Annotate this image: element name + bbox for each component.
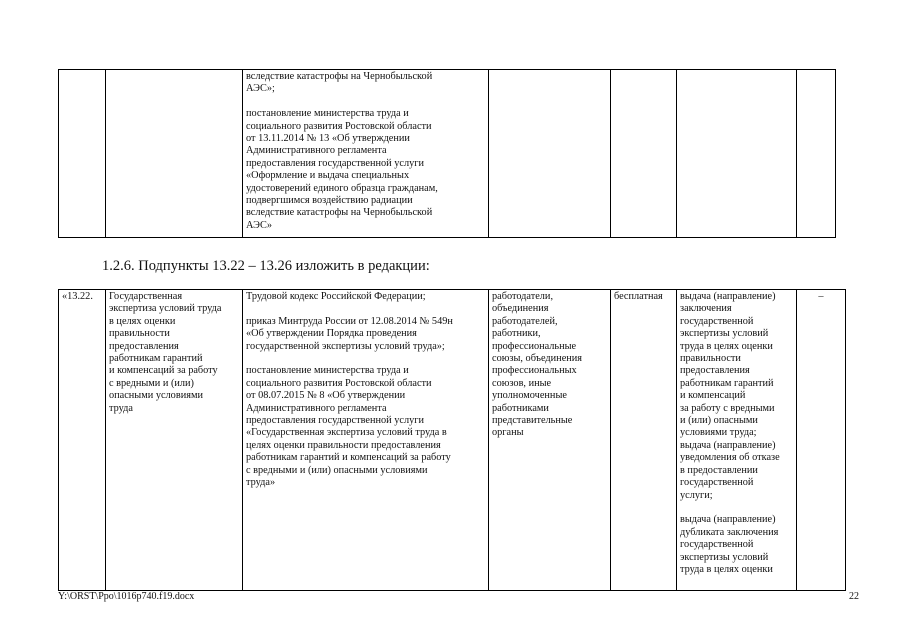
cell-empty xyxy=(611,70,677,238)
cell-legal-basis: Трудовой кодекс Российской Федерации; приказ Минтруда России от 12.08.2014 № 549н «Об утверждении Порядка проведения государственной экспертизы условий труда»; постановление министерства труда и социального развития Ростовской области от 08.07.2015 № 8 «Об утверждении Административного регламента предоставления государственной услуги «Государственная экспертиза условий труда в целях оценки правильности предоставления работникам гарантий и компенсаций за работу с вредными и (или) опасными условиями труда» xyxy=(243,290,489,591)
top-table-fragment xyxy=(58,69,836,238)
cell-result: выдача (направление) заключения государственной экспертизы условий труда в целях оценки правильности предоставления работникам гарантий и компенсаций за работу с вредными и (или) опасными условиями труда; выдача (направление) уведомления об отказе в предоставлении государственной услуги; выдача (направление) дубликата заключения государственной экспертизы условий труда в целях оценки xyxy=(677,290,797,591)
cell-last: – xyxy=(797,290,846,591)
cell-applicants: работодатели, объединения работодателей, работники, профессиональные союзы, объединения профессиональных союзов, иные уполномоченные работниками представительные органы xyxy=(489,290,611,591)
cell-empty xyxy=(797,70,836,238)
page-number: 22 xyxy=(849,591,859,602)
cell-empty xyxy=(106,70,243,238)
table-row xyxy=(59,70,836,238)
footer-file-path: Y:\ORST\Ppo\1016p740.f19.docx xyxy=(58,591,195,602)
cell-legal-basis: вследствие катастрофы на Чернобыльской АЭС»; постановление министерства труда и социального развития Ростовской области от 13.11.2014 № 13 «Об утверждении Административного регламента предоставления государственной услуги «Оформление и выдача специальных удостоверений единого образца гражданам, подвергшимся воздействию радиации вследствие катастрофы на Чернобыльской АЭС» xyxy=(243,70,489,238)
cell-empty xyxy=(489,70,611,238)
table-row xyxy=(59,290,846,591)
cell-service-name: Государственная экспертиза условий труда в целях оценки правильности предоставления работникам гарантий и компенсаций за работу с вредными и (или) опасными условиями труда xyxy=(106,290,243,591)
cell-number: «13.22. xyxy=(59,290,106,591)
services-table xyxy=(58,289,846,591)
cell-cost: бесплатная xyxy=(611,290,677,591)
section-heading: 1.2.6. Подпункты 13.22 – 13.26 изложить в редакции: xyxy=(102,258,430,274)
cell-empty xyxy=(59,70,106,238)
cell-empty xyxy=(677,70,797,238)
